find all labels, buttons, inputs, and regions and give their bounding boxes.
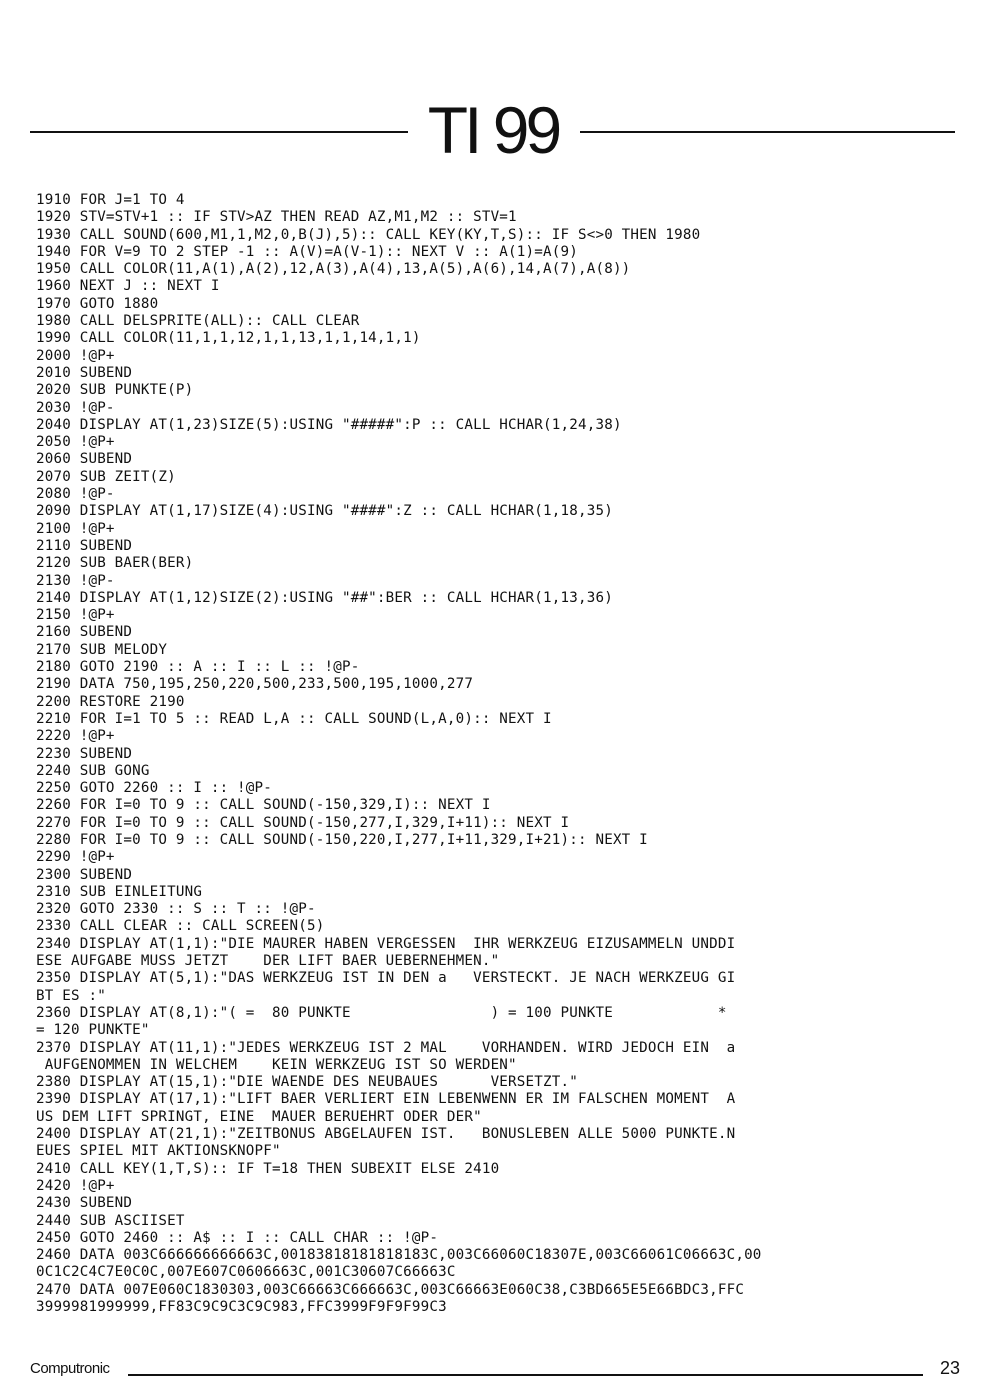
code-line: 2350 DISPLAY AT(5,1):"DAS WERKZEUG IST IN DEN a VERSTECKT. JE NACH WERKZEUG GI — [36, 970, 736, 987]
header-rule-left — [30, 131, 408, 133]
code-line: 1930 CALL SOUND(600,M1,1,M2,0,B(J),5):: CALL KEY(KY,T,S):: IF S<>0 THEN 1980 — [36, 226, 701, 243]
page-title: TI 99 — [427, 93, 559, 167]
code-line: 2300 SUBEND — [36, 866, 133, 883]
code-line: 2470 DATA 007E060C1830303,003C66663C666663C,003C66663E060C38,C3BD665E5E66BDC3,FFC — [36, 1281, 745, 1298]
header-rule-right — [580, 131, 955, 133]
code-line: EUES SPIEL MIT AKTIONSKNOPF" — [36, 1143, 281, 1160]
code-line: 2290 !@P+ — [36, 849, 115, 866]
code-line: 2110 SUBEND — [36, 537, 133, 554]
code-line: 2070 SUB ZEIT(Z) — [36, 468, 176, 485]
code-line: 2460 DATA 003C666666666663C,00183818181818183C,003C66060C18307E,003C66061C06663C,00 — [36, 1247, 762, 1264]
publisher-name: Computronic — [30, 1360, 110, 1377]
code-line: 2440 SUB ASCIISET — [36, 1212, 185, 1229]
code-line: 2410 CALL KEY(1,T,S):: IF T=18 THEN SUBEXIT ELSE 2410 — [36, 1160, 500, 1177]
code-line: 3999981999999,FF83C9C9C3C9C983,FFC3999F9F9F99C3 — [36, 1299, 447, 1315]
code-line: 1940 FOR V=9 TO 2 STEP -1 :: A(V)=A(V-1):: NEXT V :: A(1)=A(9) — [36, 243, 578, 260]
code-line: 2380 DISPLAY AT(15,1):"DIE WAENDE DES NEUBAUES VERSETZT." — [36, 1074, 578, 1091]
code-line: 2130 !@P- — [36, 572, 115, 589]
code-line: ESE AUFGABE MUSS JETZT DER LIFT BAER UEBERNEHMEN." — [36, 953, 500, 970]
code-line: 2420 !@P+ — [36, 1177, 115, 1194]
code-line: 2150 !@P+ — [36, 607, 115, 624]
code-line: 2360 DISPLAY AT(8,1):"( = 80 PUNKTE ) = 100 PUNKTE * — [36, 1004, 727, 1021]
code-line: 2210 FOR I=1 TO 5 :: READ L,A :: CALL SOUND(L,A,0):: NEXT I — [36, 710, 552, 727]
code-line: 2090 DISPLAY AT(1,17)SIZE(4):USING "####":Z :: CALL HCHAR(1,18,35) — [36, 503, 613, 520]
basic-listing — [36, 192, 966, 1316]
code-line: 2030 !@P- — [36, 399, 115, 416]
code-line: 2170 SUB MELODY — [36, 641, 168, 658]
code-line: 2400 DISPLAY AT(21,1):"ZEITBONUS ABGELAUFEN IST. BONUSLEBEN ALLE 5000 PUNKTE.N — [36, 1126, 736, 1143]
code-line: 0C1C2C4C7E0C0C,007E607C0606663C,001C30607C66663C — [36, 1264, 456, 1281]
code-line: 2050 !@P+ — [36, 434, 115, 451]
page-number: 23 — [939, 1358, 960, 1378]
code-line: 2450 GOTO 2460 :: A$ :: I :: CALL CHAR :: !@P- — [36, 1229, 439, 1246]
code-line: 2100 !@P+ — [36, 520, 115, 537]
code-line: 2260 FOR I=0 TO 9 :: CALL SOUND(-150,329,I):: NEXT I — [36, 797, 491, 814]
code-line: 1980 CALL DELSPRITE(ALL):: CALL CLEAR — [36, 313, 360, 330]
code-line: 2240 SUB GONG — [36, 762, 150, 779]
code-line: 1910 FOR J=1 TO 4 — [36, 192, 185, 208]
code-line: 2190 DATA 750,195,250,220,500,233,500,195,1000,277 — [36, 676, 474, 693]
code-line: 2430 SUBEND — [36, 1195, 133, 1212]
page-footer — [30, 1358, 960, 1382]
code-line: 2230 SUBEND — [36, 745, 133, 762]
footer-rule — [128, 1374, 923, 1376]
code-line: 2010 SUBEND — [36, 364, 133, 381]
code-line: AUFGENOMMEN IN WELCHEM KEIN WERKZEUG IST SO WERDEN" — [36, 1056, 517, 1073]
code-line: 2250 GOTO 2260 :: I :: !@P- — [36, 780, 273, 797]
code-line: 2370 DISPLAY AT(11,1):"JEDES WERKZEUG IST 2 MAL VORHANDEN. WIRD JEDOCH EIN a — [36, 1039, 736, 1056]
code-line: 2320 GOTO 2330 :: S :: T :: !@P- — [36, 901, 316, 918]
code-line: 2040 DISPLAY AT(1,23)SIZE(5):USING "#####":P :: CALL HCHAR(1,24,38) — [36, 416, 622, 433]
code-line: 2000 !@P+ — [36, 347, 115, 364]
code-line: 2080 !@P- — [36, 486, 115, 503]
code-line: 2270 FOR I=0 TO 9 :: CALL SOUND(-150,277,I,329,I+11):: NEXT I — [36, 814, 570, 831]
code-line: 2330 CALL CLEAR :: CALL SCREEN(5) — [36, 918, 325, 935]
code-line: 1990 CALL COLOR(11,1,1,12,1,1,13,1,1,14,1,1) — [36, 330, 421, 347]
code-line: 1960 NEXT J :: NEXT I — [36, 278, 220, 295]
code-line: 2340 DISPLAY AT(1,1):"DIE MAURER HABEN VERGESSEN IHR WERKZEUG EIZUSAMMELN UNDDI — [36, 935, 736, 952]
code-line: 2220 !@P+ — [36, 728, 115, 745]
code-line: BT ES :" — [36, 987, 106, 1004]
code-line: 2180 GOTO 2190 :: A :: I :: L :: !@P- — [36, 659, 360, 676]
page-header — [0, 92, 989, 172]
code-line: 2060 SUBEND — [36, 451, 133, 468]
code-line: 2200 RESTORE 2190 — [36, 693, 185, 710]
code-line: 2120 SUB BAER(BER) — [36, 555, 194, 572]
code-line: 1920 STV=STV+1 :: IF STV>AZ THEN READ AZ,M1,M2 :: STV=1 — [36, 209, 517, 226]
code-line: = 120 PUNKTE" — [36, 1022, 150, 1039]
code-line: US DEM LIFT SPRINGT, EINE MAUER BERUEHRT ODER DER" — [36, 1108, 482, 1125]
code-line: 2140 DISPLAY AT(1,12)SIZE(2):USING "##":BER :: CALL HCHAR(1,13,36) — [36, 589, 613, 606]
code-line: 2020 SUB PUNKTE(P) — [36, 382, 194, 399]
code-line: 1970 GOTO 1880 — [36, 295, 159, 312]
code-line: 2280 FOR I=0 TO 9 :: CALL SOUND(-150,220,I,277,I+11,329,I+21):: NEXT I — [36, 831, 648, 848]
code-line: 2390 DISPLAY AT(17,1):"LIFT BAER VERLIERT EIN LEBENWENN ER IM FALSCHEN MOMENT A — [36, 1091, 736, 1108]
code-line: 1950 CALL COLOR(11,A(1),A(2),12,A(3),A(4),13,A(5),A(6),14,A(7),A(8)) — [36, 261, 631, 278]
code-line: 2310 SUB EINLEITUNG — [36, 883, 203, 900]
code-line: 2160 SUBEND — [36, 624, 133, 641]
